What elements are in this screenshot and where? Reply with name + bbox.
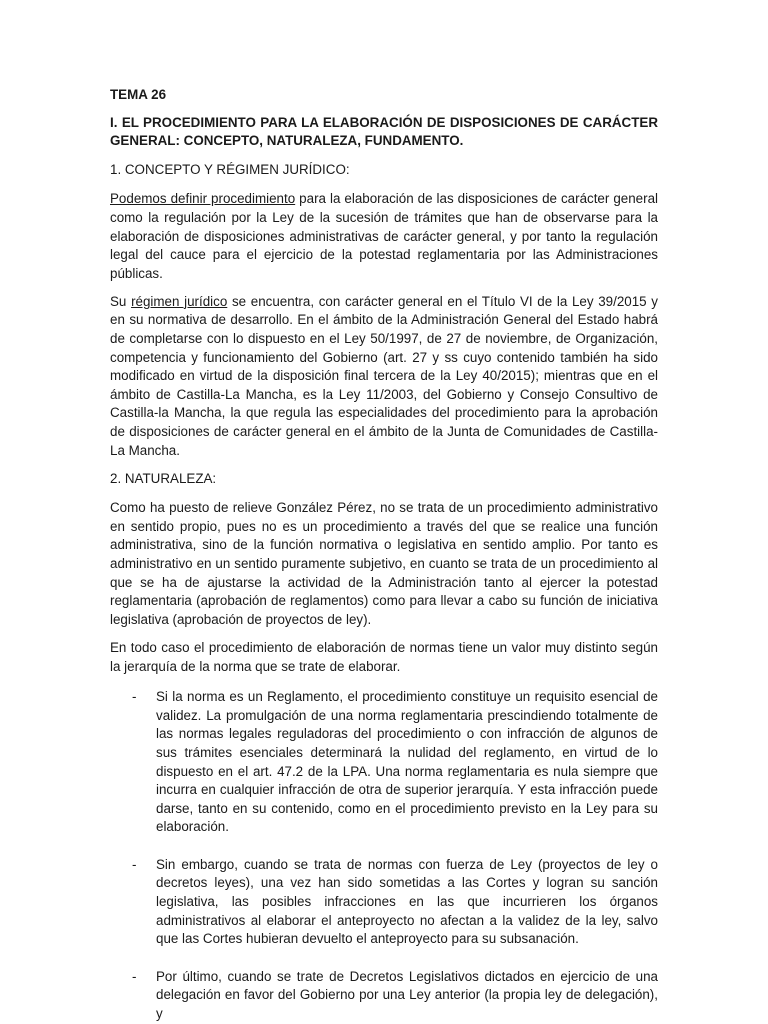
list-item-text: Sin embargo, cuando se trata de normas con fuerza de Ley (proyectos de ley o decretos leyes), una vez han sido sometidas a las Cortes y logran su sanción legislativa, las posibles infracciones en las que incurrieren los órganos administrativos al elaborar el anteproyecto no afectan a la validez de la ley, salvo que las Cortes hubieran devuelto el anteproyecto para su subsanación. bbox=[156, 856, 658, 947]
list-item bbox=[110, 856, 658, 949]
paragraph-naturaleza: Como ha puesto de relieve González Pérez, no se trata de un procedimiento administrativo en sentido propio, pues no es un procedimiento a través del que se realice una función administrativa, sino de la función normativa o legislativa en sentido amplio. Por tanto es administrativo en un sentido puramente subjetivo, en cuanto se trata de un procedimiento al que se ha de ajustarse la actividad de la Administración tanto al ejercer la potestad reglamentaria (aprobación de reglamentos) como para llevar a cabo su función de iniciativa legislativa (aprobación de proyectos de ley). bbox=[110, 500, 658, 627]
paragraph-jerarquia: En todo caso el procedimiento de elaboración de normas tiene un valor muy distinto según la jerarquía de la norma que se trate de elaborar. bbox=[110, 639, 658, 674]
document-title: I. EL PROCEDIMIENTO PARA LA ELABORACIÓN DE DISPOSICIONES DE CARÁCTER GENERAL: CONCEPTO, NATURALEZA, FUNDAMENTO. bbox=[110, 114, 658, 149]
list-item-text: Si la norma es un Reglamento, el procedimiento constituye un requisito esencial de validez. La promulgación de una norma reglamentaria prescindiendo totalmente de las normas legales reguladoras del procedimiento o con infracción de algunos de sus trámites esenciales determinará la nulidad del reglamento, en virtud de lo dispuesto en el art. 47.2 de la LPA. Una norma reglamentaria es nula siempre que incurra en cualquier infracción de otra de superior jerarquía. Y esta infracción puede darse, tanto en su contenido, como en el procedimiento previsto en la Ley para su elaboración. bbox=[156, 689, 658, 835]
dash-marker: - bbox=[132, 689, 137, 705]
list-item bbox=[110, 968, 658, 1024]
underlined-phrase: Podemos definir procedimiento bbox=[110, 191, 296, 207]
dash-marker: - bbox=[132, 968, 137, 984]
paragraph-text: para la elaboración de las disposiciones de carácter general como la regulación por la Ley de la sucesión de trámites que han de observarse para la elaboración de disposiciones administrativas de carácter general, y por tanto la regulación legal del cauce para el ejercicio de la potestad reglamentaria por las Administraciones públicas. bbox=[110, 191, 659, 281]
paragraph-regimen bbox=[110, 293, 658, 460]
underlined-phrase: régimen jurídico bbox=[131, 293, 228, 309]
topic-number: TEMA 26 bbox=[110, 87, 167, 102]
paragraph-definition bbox=[110, 190, 658, 283]
section-heading-naturaleza: 2. NATURALEZA: bbox=[110, 470, 217, 486]
paragraph-text: Su bbox=[110, 293, 132, 309]
dash-marker: - bbox=[132, 856, 137, 872]
list-item bbox=[110, 688, 658, 837]
section-heading-concepto: 1. CONCEPTO Y RÉGIMEN JURÍDICO: bbox=[110, 161, 350, 177]
list-item-text: Por último, cuando se trate de Decretos Legislativos dictados en ejercicio de una delegación en favor del Gobierno por una Ley anterior (la propia ley de delegación), y bbox=[156, 968, 658, 1022]
bullet-list bbox=[110, 688, 658, 1024]
paragraph-text: se encuentra, con carácter general en el Título VI de la Ley 39/2015 y en su normativa de desarrollo. En el ámbito de la Administración General del Estado habrá de completarse con lo dispuesto en el Ley 50/1997, de 27 de noviembre, de Organización, competencia y funcionamiento del Gobierno (art. 27 y ss cuyo contenido también ha sido modificado en virtud de la disposición final tercera de la Ley 40/2015); mientras que en el ámbito de Castilla-La Mancha, es la Ley 11/2003, del Gobierno y Consejo Consultivo de Castilla-la Mancha, la que regula las especialidades del procedimiento para la aprobación de disposiciones de carácter general en el ámbito de la Junta de Comunidades de Castilla-La Mancha. bbox=[110, 293, 658, 458]
